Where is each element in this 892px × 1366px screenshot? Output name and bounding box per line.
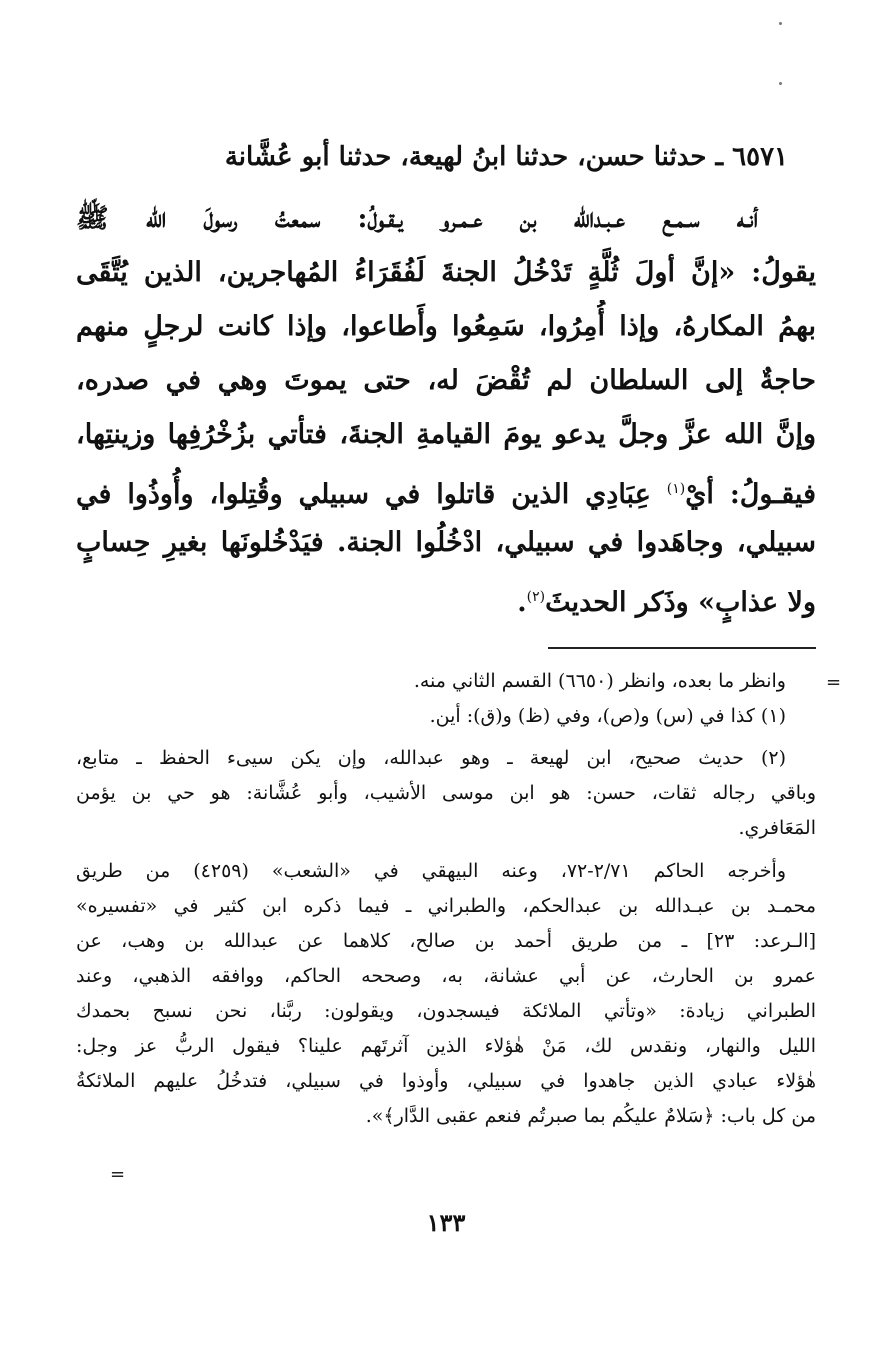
continued-from-previous-marker: = xyxy=(826,672,842,693)
hadith-text-line: سبيلي، وجاهَدوا في سبيلي، ادْخُلُوا الجنة. فيَدْخُلونَها بغيرِ حِسابٍ xyxy=(76,527,816,558)
footnote-2-paragraph-line: من كل باب: ﴿سَلامٌ عليكُم بما صبرتُم فنعم عقبى الدَّار﴾». xyxy=(365,1105,816,1127)
footnote-ref-2: (٢) xyxy=(526,589,546,605)
hadith-text-line: أنـه سـمـع عـبـدالله بن عـمـرو يـقـولُ: سمعتُ رسولَ الله ﷺ xyxy=(76,203,758,234)
hadith-text-line xyxy=(76,570,816,624)
footnote-2-paragraph-line: وأخرجه الحاكم ٢/٧١-٧٢، وعنه البيهقي في «الشعب» (٤٢٥٩) من طريق xyxy=(76,860,786,882)
footnote-2-paragraph-line: هٰؤلاء عبادي الذين جاهدوا في سبيلي، وأوذوا في سبيلي، فتدخُلُ عليهم الملائكةُ xyxy=(76,1070,816,1092)
footnote-ref-1: (١) xyxy=(666,481,686,497)
hadith-text-line: بهمُ المكارهُ، وإذا أُمِرُوا، سَمِعُوا وأَطاعوا، وإذا كانت لرجلٍ منهم xyxy=(76,311,816,342)
footnote-2-paragraph-line: الطبراني زيادة: «وتأتي الملائكة فيسجدون، ويقولون: ربَّنا، نحن نسبح بحمدك xyxy=(76,1000,816,1022)
corner-mark xyxy=(779,22,782,25)
hadith-text-line xyxy=(76,462,816,516)
hadith-text-segment: عِبَادِي الذين قاتلوا في سبيلي وقُتِلوا، وأُوذُوا في xyxy=(76,479,651,510)
footnote-2-paragraph-line: محمـد بن عبـدالله بن عبدالحكم، والطبراني ـ فيما ذكره ابن كثير في «تفسيره» xyxy=(76,895,816,917)
footnote-separator xyxy=(548,647,816,649)
footnote-2-paragraph-line: الليل والنهار، ونقدس لك، مَنْ هٰؤلاء الذين آثرتَهم علينا؟ فيقول الربُّ عز وجل: xyxy=(76,1035,816,1057)
footnote-2-line: المَعَافري. xyxy=(738,817,816,839)
footnote-1: (١) كذا في (س) و(ص)، وفي (ظ) و(ق): أين. xyxy=(429,705,786,727)
footnote-continuation: وانظر ما بعده، وانظر (٦٦٥٠) القسم الثاني منه. xyxy=(413,670,786,692)
hadith-text-segment: . xyxy=(517,587,527,618)
footnote-2-paragraph-line: عمرو بن الحارث، عن أبي عشانة، به، وصححه الحاكم، ووافقه الذهبي، وعند xyxy=(76,965,816,987)
footnote-2-line: وباقي رجاله ثقات، حسن: هو ابن موسى الأشيب، وأبو عُشَّانة: هو حي بن يؤمن xyxy=(76,782,816,804)
margin-mark xyxy=(779,82,782,85)
page-number: ١٣٣ xyxy=(426,1208,466,1237)
footnotes xyxy=(76,664,816,1134)
hadith-text-line: يقولُ: «إنَّ أولَ ثُلَّةٍ تَدْخُلُ الجنةَ لَفُقَرَاءُ المُهاجرين، الذين يُتَّقَى xyxy=(76,257,816,288)
hadith-text-line: وإنَّ الله عزَّ وجلَّ يدعو يومَ القيامةِ الجنةَ، فتأتي بزُخْرُفِها وزينتِها، xyxy=(76,419,816,450)
footnote-2-line: (٢) حديث صحيح، ابن لهيعة ـ وهو عبدالله، وإن يكن سيىء الحفظ ـ متابع، xyxy=(76,747,786,769)
footnote-2-paragraph-line: [الـرعد: ٢٣] ـ من طريق أحمد بن صالح، كلاهما عن عبدالله بن وهب، عن xyxy=(76,930,816,952)
continued-on-next-marker: = xyxy=(110,1164,126,1185)
hadith-text-segment: فيقـولُ: أيْ xyxy=(685,479,816,510)
hadith-text-segment: ولا عذابٍ» وذَكر الحديثَ xyxy=(545,587,816,618)
hadith-text-line: حاجةٌ إلى السلطان لم تُقْضَ له، حتى يموتَ وهي في صدره، xyxy=(76,365,816,396)
hadith-number-line: ٦٥٧١ ـ حدثنا حسن، حدثنا ابنُ لهيعة، حدثنا أبو عُشَّانة xyxy=(224,142,788,172)
hadith-text xyxy=(76,192,816,624)
